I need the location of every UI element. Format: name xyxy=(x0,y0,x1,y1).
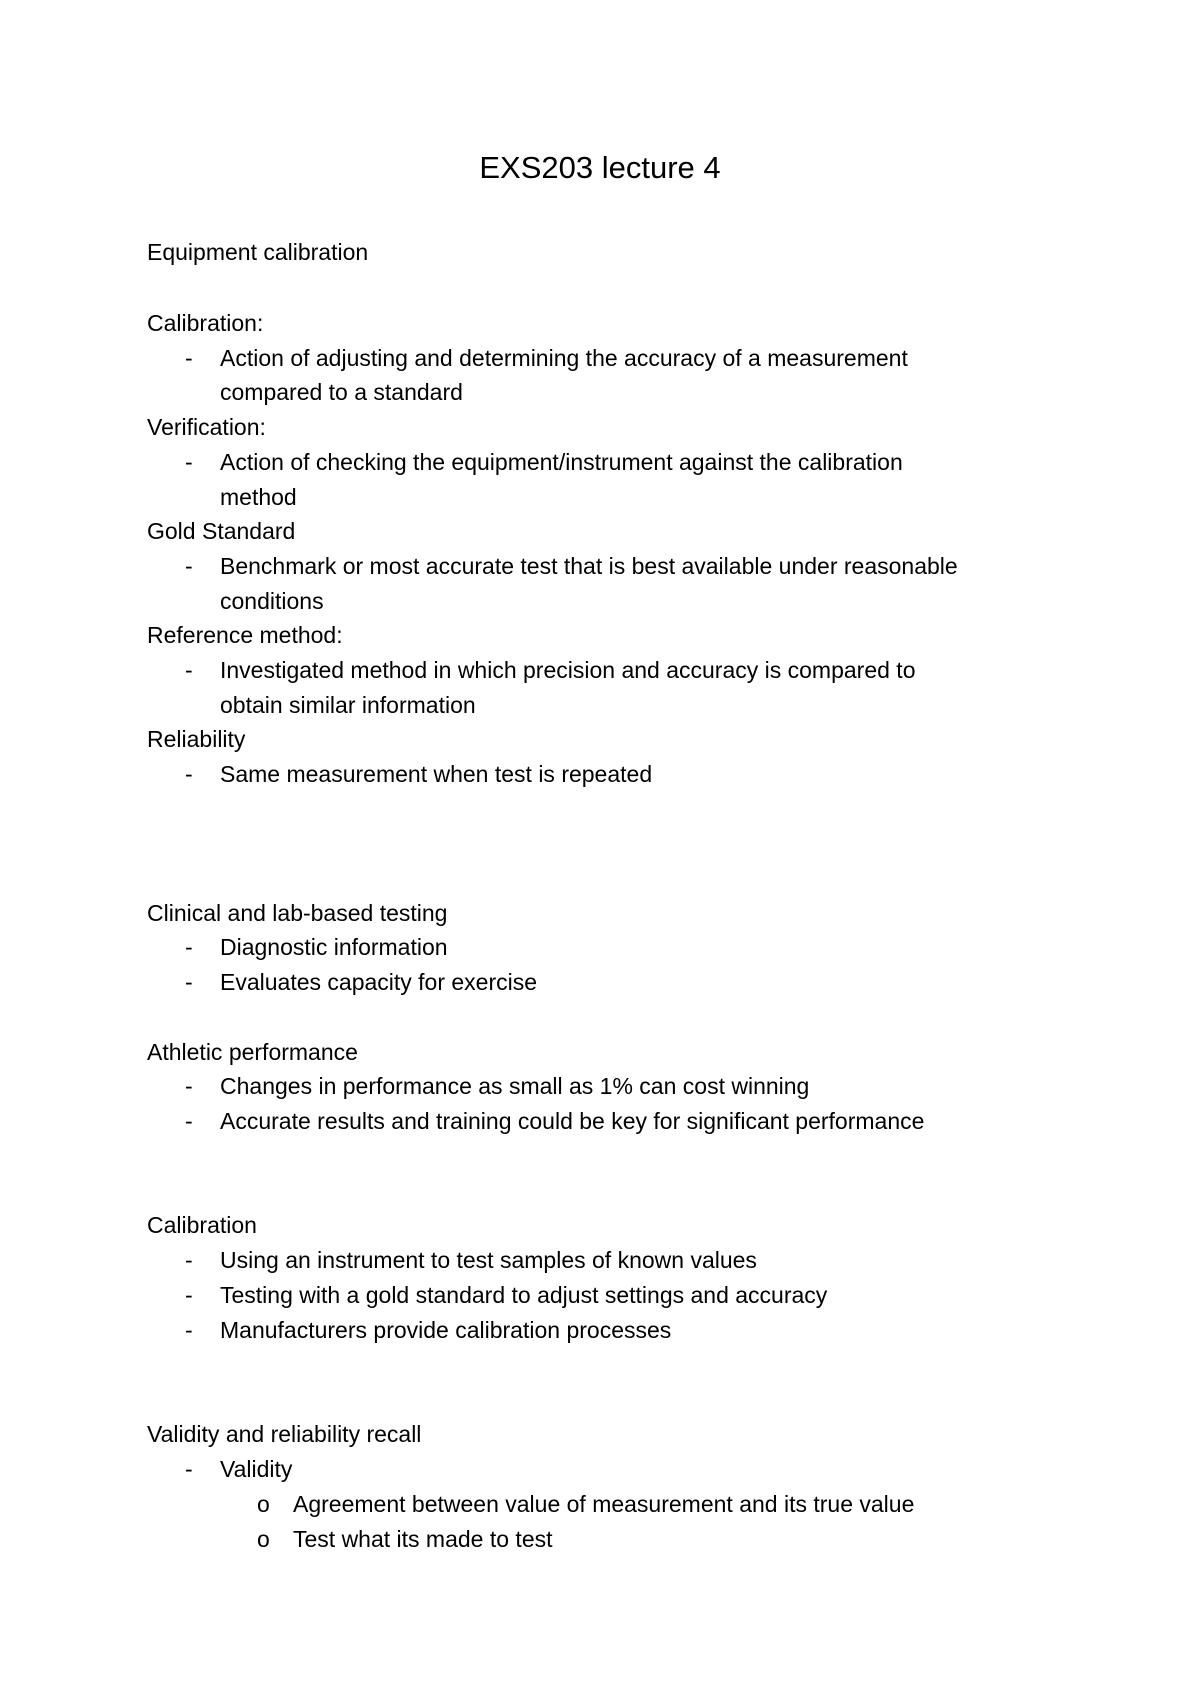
definition-text: Benchmark or most accurate test that is best available under reasonable xyxy=(220,553,958,579)
sub-bullet-circle: o xyxy=(257,1526,270,1552)
definition-text: Investigated method in which precision and accuracy is compared to xyxy=(220,657,916,683)
definition-text: compared to a standard xyxy=(220,379,463,405)
section-heading: Athletic performance xyxy=(147,1039,358,1065)
list-item: Diagnostic information xyxy=(220,934,448,960)
bullet-dash: - xyxy=(185,969,193,995)
definition-text: Action of checking the equipment/instrument against the calibration xyxy=(220,449,903,475)
definition-term: Reference method: xyxy=(147,622,343,648)
definition-text: Same measurement when test is repeated xyxy=(220,761,653,787)
section-heading: Calibration xyxy=(147,1212,257,1238)
list-item: Changes in performance as small as 1% can cost winning xyxy=(220,1073,810,1099)
definition-term: Reliability xyxy=(147,726,246,752)
bullet-dash: - xyxy=(185,1247,193,1273)
definition-text: Action of adjusting and determining the accuracy of a measurement xyxy=(220,345,908,371)
bullet-dash: - xyxy=(185,657,193,683)
list-item: Testing with a gold standard to adjust settings and accuracy xyxy=(220,1282,828,1308)
bullet-dash: - xyxy=(185,345,193,371)
bullet-dash: - xyxy=(185,1108,193,1134)
list-item: Accurate results and training could be key for significant performance xyxy=(220,1108,925,1134)
sub-bullet-circle: o xyxy=(257,1491,270,1517)
definition-text: conditions xyxy=(220,588,324,614)
section-heading: Clinical and lab-based testing xyxy=(147,900,448,926)
definition-text: method xyxy=(220,484,297,510)
bullet-dash: - xyxy=(185,1317,193,1343)
bullet-dash: - xyxy=(185,1282,193,1308)
section-heading: Validity and reliability recall xyxy=(147,1421,422,1447)
list-item: Using an instrument to test samples of known values xyxy=(220,1247,757,1273)
page-title: EXS203 lecture 4 xyxy=(479,150,721,185)
list-item: Evaluates capacity for exercise xyxy=(220,969,538,995)
bullet-dash: - xyxy=(185,449,193,475)
definition-term: Calibration: xyxy=(147,310,264,336)
section-heading: Equipment calibration xyxy=(147,239,369,265)
definition-term: Gold Standard xyxy=(147,518,296,544)
bullet-dash: - xyxy=(185,761,193,787)
list-item: Manufacturers provide calibration processes xyxy=(220,1317,672,1343)
bullet-dash: - xyxy=(185,1073,193,1099)
bullet-dash: - xyxy=(185,1456,193,1482)
sub-list-item: Test what its made to test xyxy=(293,1526,553,1552)
definition-term: Verification: xyxy=(147,414,266,440)
definition-text: obtain similar information xyxy=(220,692,476,718)
bullet-dash: - xyxy=(185,934,193,960)
bullet-dash: - xyxy=(185,553,193,579)
sub-list-item: Agreement between value of measurement and its true value xyxy=(293,1491,915,1517)
list-item: Validity xyxy=(220,1456,293,1482)
